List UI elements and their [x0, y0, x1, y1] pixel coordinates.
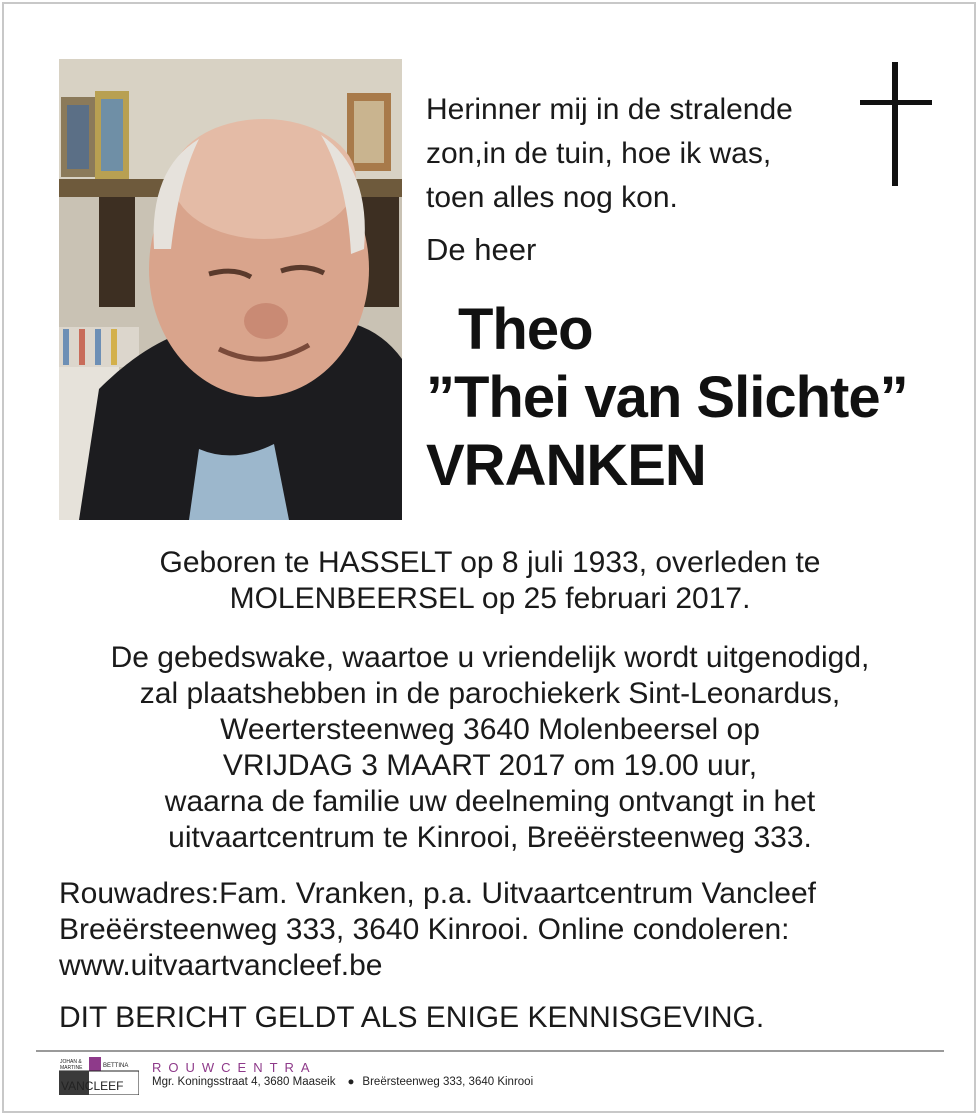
address-line: Rouwadres:Fam. Vranken, p.a. Uitvaartcentrum Vancleef	[59, 877, 817, 910]
latin-cross-icon	[858, 62, 934, 188]
vancleef-logo	[59, 1057, 139, 1095]
wake-line: uitvaartcentrum te Kinrooi, Breëërsteenweg 333.	[168, 821, 812, 854]
birth-death-line: Geboren te HASSELT op 8 juli 1933, overleden te	[159, 546, 821, 579]
logo-brand: VANCLEEF	[61, 1079, 124, 1093]
surname: VRANKEN	[426, 433, 706, 498]
bullet-icon: ●	[347, 1076, 355, 1088]
condolence-link[interactable]: www.uitvaartvancleef.be	[59, 949, 383, 982]
wake-line: VRIJDAG 3 MAART 2017 om 19.00 uur,	[222, 749, 758, 782]
wake-line: De gebedswake, waartoe u vriendelijk wordt uitgenodigd,	[110, 641, 870, 674]
footer-divider	[36, 1050, 944, 1052]
memorial-poem	[426, 88, 793, 220]
mourning-address	[59, 876, 816, 984]
poem-line: toen alles nog kon.	[426, 181, 678, 214]
first-name: Theo	[458, 297, 593, 362]
wake-line: zal plaatshebben in de parochiekerk Sint-Leonardus,	[139, 677, 841, 710]
footer-address-kinrooi: Breërsteenweg 333, 3640 Kinrooi	[362, 1076, 534, 1088]
poem-line: Herinner mij in de stralende	[426, 93, 793, 126]
salutation: De heer	[426, 232, 537, 267]
logo-text-johan: JOHAN &	[60, 1059, 82, 1065]
birth-death-line: MOLENBEERSEL op 25 februari 2017.	[229, 582, 751, 615]
portrait-illustration	[59, 59, 402, 520]
wake-info	[40, 640, 940, 856]
portrait-photo	[59, 59, 402, 520]
wake-line: waarna de familie uw deelneming ontvangt in het	[164, 785, 816, 818]
address-line: Breëërsteenweg 333, 3640 Kinrooi. Online condoleren:	[59, 913, 790, 946]
logo-text-martine: MARTINE	[60, 1065, 83, 1071]
nickname: ”Thei van Slichte”	[426, 365, 908, 430]
footer-addresses	[152, 1076, 533, 1088]
official-notice: DIT BERICHT GELDT ALS ENIGE KENNISGEVING.	[59, 1001, 765, 1034]
birth-death-info	[40, 545, 940, 617]
footer-address-maaseik: Mgr. Koningsstraat 4, 3680 Maaseik	[152, 1076, 336, 1088]
logo-text-bettina: BETTINA	[103, 1063, 129, 1069]
wake-line: Weertersteenweg 3640 Molenbeersel op	[220, 713, 760, 746]
poem-line: zon,in de tuin, hoe ik was,	[426, 137, 772, 170]
footer-title: ROUWCENTRA	[152, 1060, 317, 1075]
